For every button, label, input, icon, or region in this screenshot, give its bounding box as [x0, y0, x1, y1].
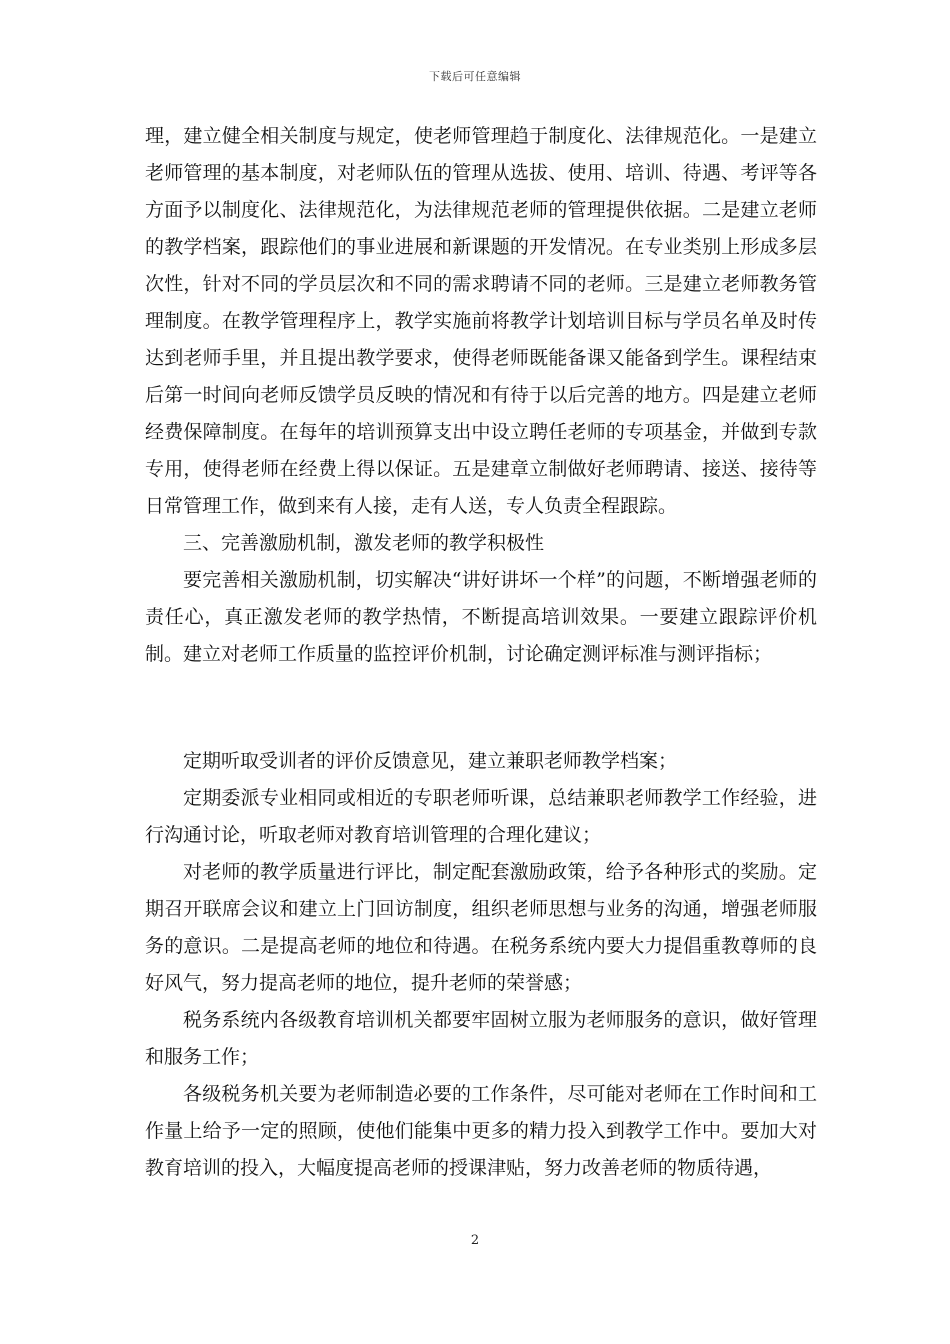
body-text-bottom — [145, 743, 817, 1187]
paragraph: 税务系统内各级教育培训机关都要牢固树立服为老师服务的意识，做好管理和服务工作； — [145, 1009, 817, 1068]
paragraph: 要完善相关激励机制，切实解决“讲好讲坏一个样”的问题，不断增强老师的责任心，真正激发老师的教学热情，不断提高培训效果。一要建立跟踪评价机制。建立对老师工作质量的监控评价机制，讨论确定测评标准与测评指标； — [145, 569, 817, 665]
paragraph: 各级税务机关要为老师制造必要的工作条件，尽可能对老师在工作时间和工作量上给予一定的照顾，使他们能集中更多的精力投入到教学工作中。要加大对教育培训的投入，大幅度提高老师的授课津贴，努力改善老师的物质待遇， — [145, 1083, 817, 1179]
page-header: 下载后可任意编辑 — [429, 70, 521, 83]
paragraph: 定期委派专业相同或相近的专职老师听课，总结兼职老师教学工作经验，进行沟通讨论，听取老师对教育培训管理的合理化建议； — [145, 787, 817, 846]
paragraph: 定期听取受训者的评价反馈意见，建立兼职老师教学档案； — [183, 750, 678, 772]
paragraph: 对老师的教学质量进行评比，制定配套激励政策，给予各种形式的奖励。定期召开联席会议和建立上门回访制度，组织老师思想与业务的沟通，增强老师服务的意识。二是提高老师的地位和待遇。在税务系统内要大力提倡重教尊师的良好风气，努力提高老师的地位，提升老师的荣誉感； — [145, 861, 817, 994]
section-heading: 三、完善激励机制，激发老师的教学积极性 — [183, 532, 545, 554]
body-text-top — [145, 118, 817, 673]
page-number: 2 — [470, 1233, 480, 1248]
paragraph-continuation: 理，建立健全相关制度与规定，使老师管理趋于制度化、法律规范化。一是建立老师管理的基本制度，对老师队伍的管理从选拔、使用、培训、待遇、考评等各方面予以制度化、法律规范化，为法律规范老师的管理提供依据。二是建立老师的教学档案，跟踪他们的事业进展和新课题的开发情况。在专业类别上形成多层次性，针对不同的学员层次和不同的需求聘请不同的老师。三是建立老师教务管理制度。在教学管理程序上，教学实施前将教学计划培训目标与学员名单及时传达到老师手里，并且提出教学要求，使得老师既能备课又能备到学生。课程结束后第一时间向老师反馈学员反映的情况和有待于以后完善的地方。四是建立老师经费保障制度。在每年的培训预算支出中设立聘任老师的专项基金，并做到专款专用，使得老师在经费上得以保证。五是建章立制做好老师聘请、接送、接待等日常管理工作，做到来有人接，走有人送，专人负责全程跟踪。 — [145, 125, 817, 517]
